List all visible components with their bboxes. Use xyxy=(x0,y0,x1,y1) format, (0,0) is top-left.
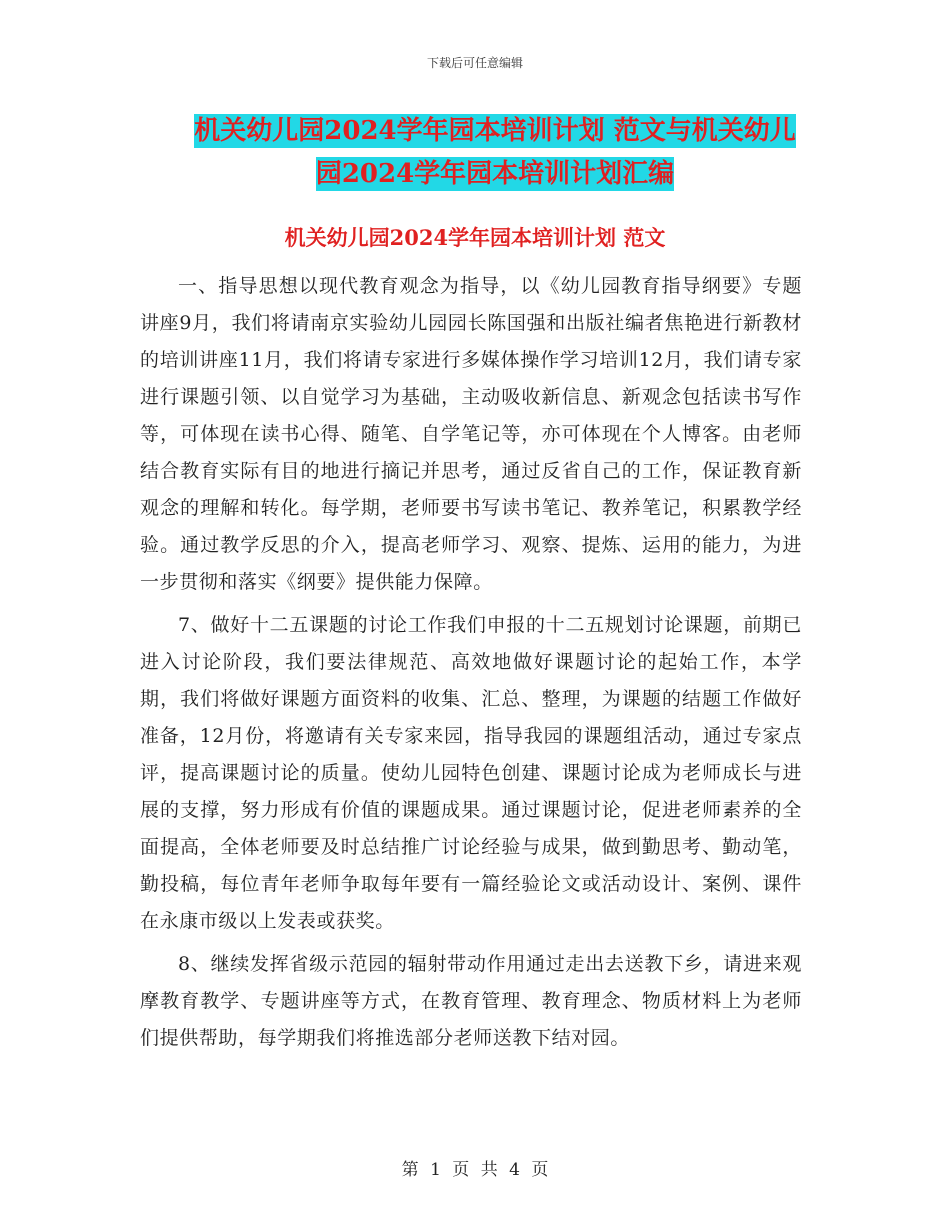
section-title: 机关幼儿园2024学年园本培训计划 范文 xyxy=(284,225,666,250)
header-note: 下载后可任意编辑 xyxy=(426,56,523,70)
paragraph-3: 8、继续发挥省级示范园的辐射带动作用通过走出去送教下乡，请进来观摩教育教学、专题讲座等方式，在教育管理、教育理念、物质材料上为老师们提供帮助，每学期我们将推选部分老师送教下结对园。 xyxy=(140,953,802,1049)
title-line-1: 机关幼儿园2024学年园本培训计划 范文与机关幼儿 xyxy=(194,116,796,146)
page-footer: 第 1 页 共 4 页 xyxy=(401,1160,549,1180)
document-title xyxy=(150,110,840,196)
paragraph-2: 7、做好十二五课题的讨论工作我们申报的十二五规划讨论课题，前期已进入讨论阶段，我们要法律规范、高效地做好课题讨论的起始工作，本学期，我们将做好课题方面资料的收集、汇总、整理，为课题的结题工作做好准备，12月份，将邀请有关专家来园，指导我园的课题组活动，通过专家点评，提高课题讨论的质量。使幼儿园特色创建、课题讨论成为老师成长与进展的支撑，努力形成有价值的课题成果。通过课题讨论，促进老师素养的全面提高，全体老师要及时总结推广讨论经验与成果，做到勤思考、勤动笔，勤投稿，每位青年老师争取每年要有一篇经验论文或活动设计、案例、课件在永康市级以上发表或获奖。 xyxy=(140,614,802,932)
paragraph-1: 一、指导思想以现代教育观念为指导，以《幼儿园教育指导纲要》专题讲座9月，我们将请南京实验幼儿园园长陈国强和出版社编者焦艳进行新教材的培训讲座11月，我们将请专家进行多媒体操作学习培训12月，我们请专家进行课题引领、以自觉学习为基础，主动吸收新信息、新观念包括读书写作等，可体现在读书心得、随笔、自学笔记等，亦可体现在个人博客。由老师结合教育实际有目的地进行摘记并思考，通过反省自己的工作，保证教育新观念的理解和转化。每学期，老师要书写读书笔记、教养笔记，积累教学经验。通过教学反思的介入，提高老师学习、观察、提炼、运用的能力，为进一步贯彻和落实《纲要》提供能力保障。 xyxy=(140,275,802,593)
title-line-2: 园2024学年园本培训计划汇编 xyxy=(315,159,675,189)
body-text xyxy=(140,268,802,1063)
